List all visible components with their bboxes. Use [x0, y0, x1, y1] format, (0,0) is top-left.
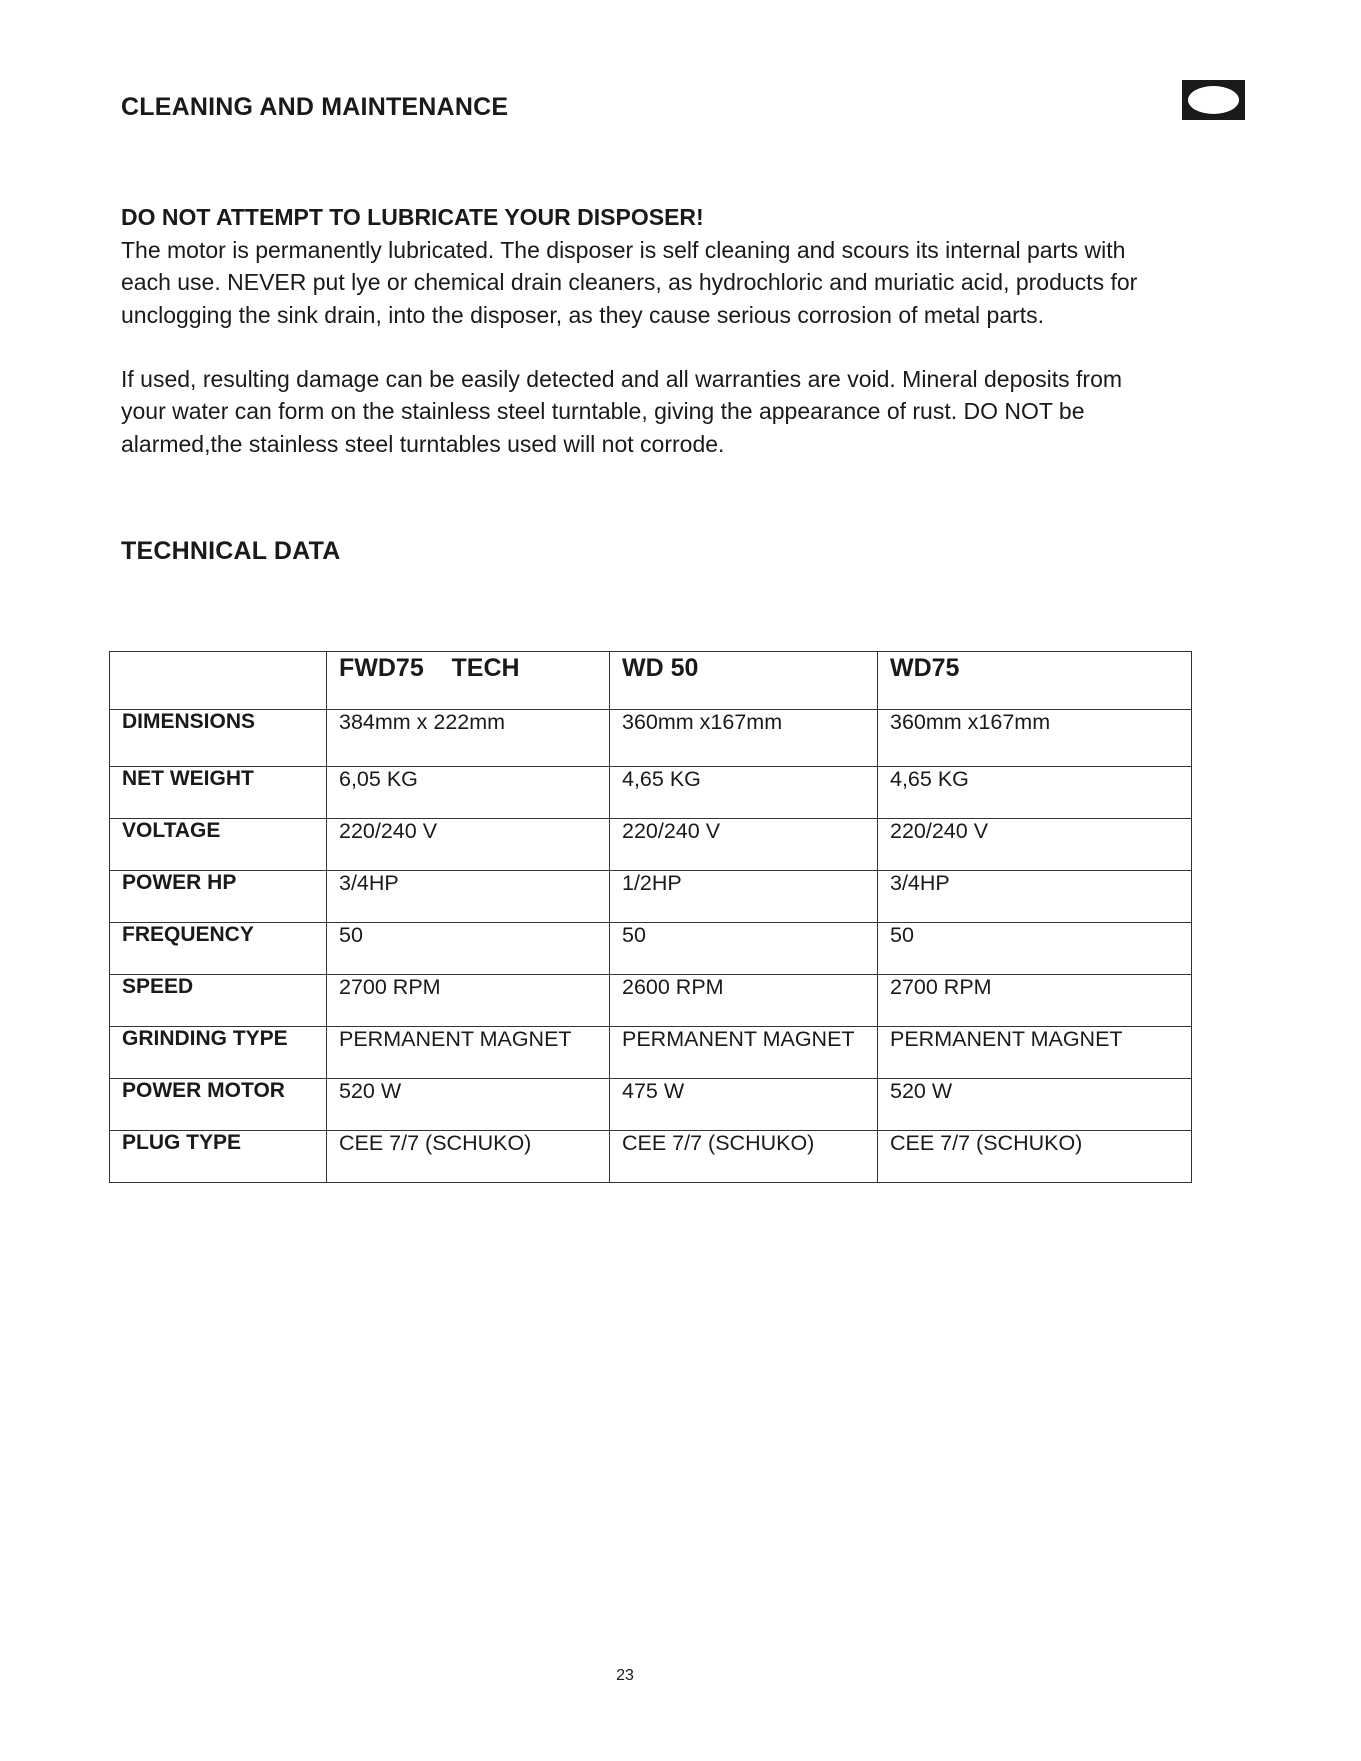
table-cell: 50 [878, 923, 1192, 975]
table-cell: 4,65 KG [878, 767, 1192, 819]
table-header-row [110, 652, 1192, 710]
table-cell: 2600 RPM [610, 975, 878, 1027]
row-label: PLUG TYPE [110, 1131, 327, 1183]
header-cell-wd75: WD75 [878, 652, 1192, 710]
table-cell: 1/2HP [610, 871, 878, 923]
cleaning-paragraph-1: The motor is permanently lubricated. The disposer is self cleaning and scours its internal parts with each use. NEVER put lye or chemical drain cleaners, as hydrochloric and muriatic acid, products for unclogging the sink drain, into the disposer, as they cause serious corrosion of metal parts. [121, 237, 1138, 328]
table-cell: 360mm x167mm [878, 710, 1192, 767]
table-cell: 220/240 V [878, 819, 1192, 871]
table-cell: PERMANENT MAGNET [327, 1027, 610, 1079]
table-cell: PERMANENT MAGNET [878, 1027, 1192, 1079]
table-cell: 475 W [610, 1079, 878, 1131]
table-cell: 50 [610, 923, 878, 975]
table-row [110, 767, 1192, 819]
table-cell: CEE 7/7 (SCHUKO) [327, 1131, 610, 1183]
table-row [110, 819, 1192, 871]
table-cell: 2700 RPM [878, 975, 1192, 1027]
table-cell: 2700 RPM [327, 975, 610, 1027]
table-row [110, 1131, 1192, 1183]
table-cell: 520 W [327, 1079, 610, 1131]
table-cell: 50 [327, 923, 610, 975]
header-cell-wd50: WD 50 [610, 652, 878, 710]
table-cell: 3/4HP [878, 871, 1192, 923]
table-row [110, 871, 1192, 923]
row-label: DIMENSIONS [110, 710, 327, 767]
table-cell: 6,05 KG [327, 767, 610, 819]
section-title-technical-data: TECHNICAL DATA [121, 537, 341, 565]
row-label: POWER HP [110, 871, 327, 923]
table-cell: 4,65 KG [610, 767, 878, 819]
table-cell: 220/240 V [327, 819, 610, 871]
header-cell-empty [110, 652, 327, 710]
cleaning-paragraph-2: If used, resulting damage can be easily detected and all warranties are void. Mineral deposits from your water can form on the stainless steel turntable, giving the appearance of rust. DO NOT be alarmed,the stainless steel turntables used will not corrode. [121, 366, 1123, 457]
table-cell: 220/240 V [610, 819, 878, 871]
row-label: FREQUENCY [110, 923, 327, 975]
row-label: POWER MOTOR [110, 1079, 327, 1131]
table-cell: CEE 7/7 (SCHUKO) [610, 1131, 878, 1183]
page-number: 23 [616, 1667, 634, 1684]
table-row [110, 975, 1192, 1027]
table-cell: 3/4HP [327, 871, 610, 923]
table-cell: CEE 7/7 (SCHUKO) [878, 1131, 1192, 1183]
row-label: GRINDING TYPE [110, 1027, 327, 1079]
table-row [110, 1027, 1192, 1079]
language-badge-oval [1188, 86, 1239, 114]
section-title-cleaning: CLEANING AND MAINTENANCE [121, 93, 509, 121]
row-label: SPEED [110, 975, 327, 1027]
table-cell: 360mm x167mm [610, 710, 878, 767]
lubrication-warning: DO NOT ATTEMPT TO LUBRICATE YOUR DISPOSER! [121, 204, 704, 230]
row-label: NET WEIGHT [110, 767, 327, 819]
row-label: VOLTAGE [110, 819, 327, 871]
table-cell: 384mm x 222mm [327, 710, 610, 767]
table-row [110, 923, 1192, 975]
table-cell: PERMANENT MAGNET [610, 1027, 878, 1079]
technical-data-table [109, 651, 1192, 1183]
header-cell-fwd75-tech: FWD75 TECH [327, 652, 610, 710]
table-row [110, 1079, 1192, 1131]
table-row [110, 710, 1192, 767]
language-badge-icon [1182, 80, 1245, 120]
table-cell: 520 W [878, 1079, 1192, 1131]
